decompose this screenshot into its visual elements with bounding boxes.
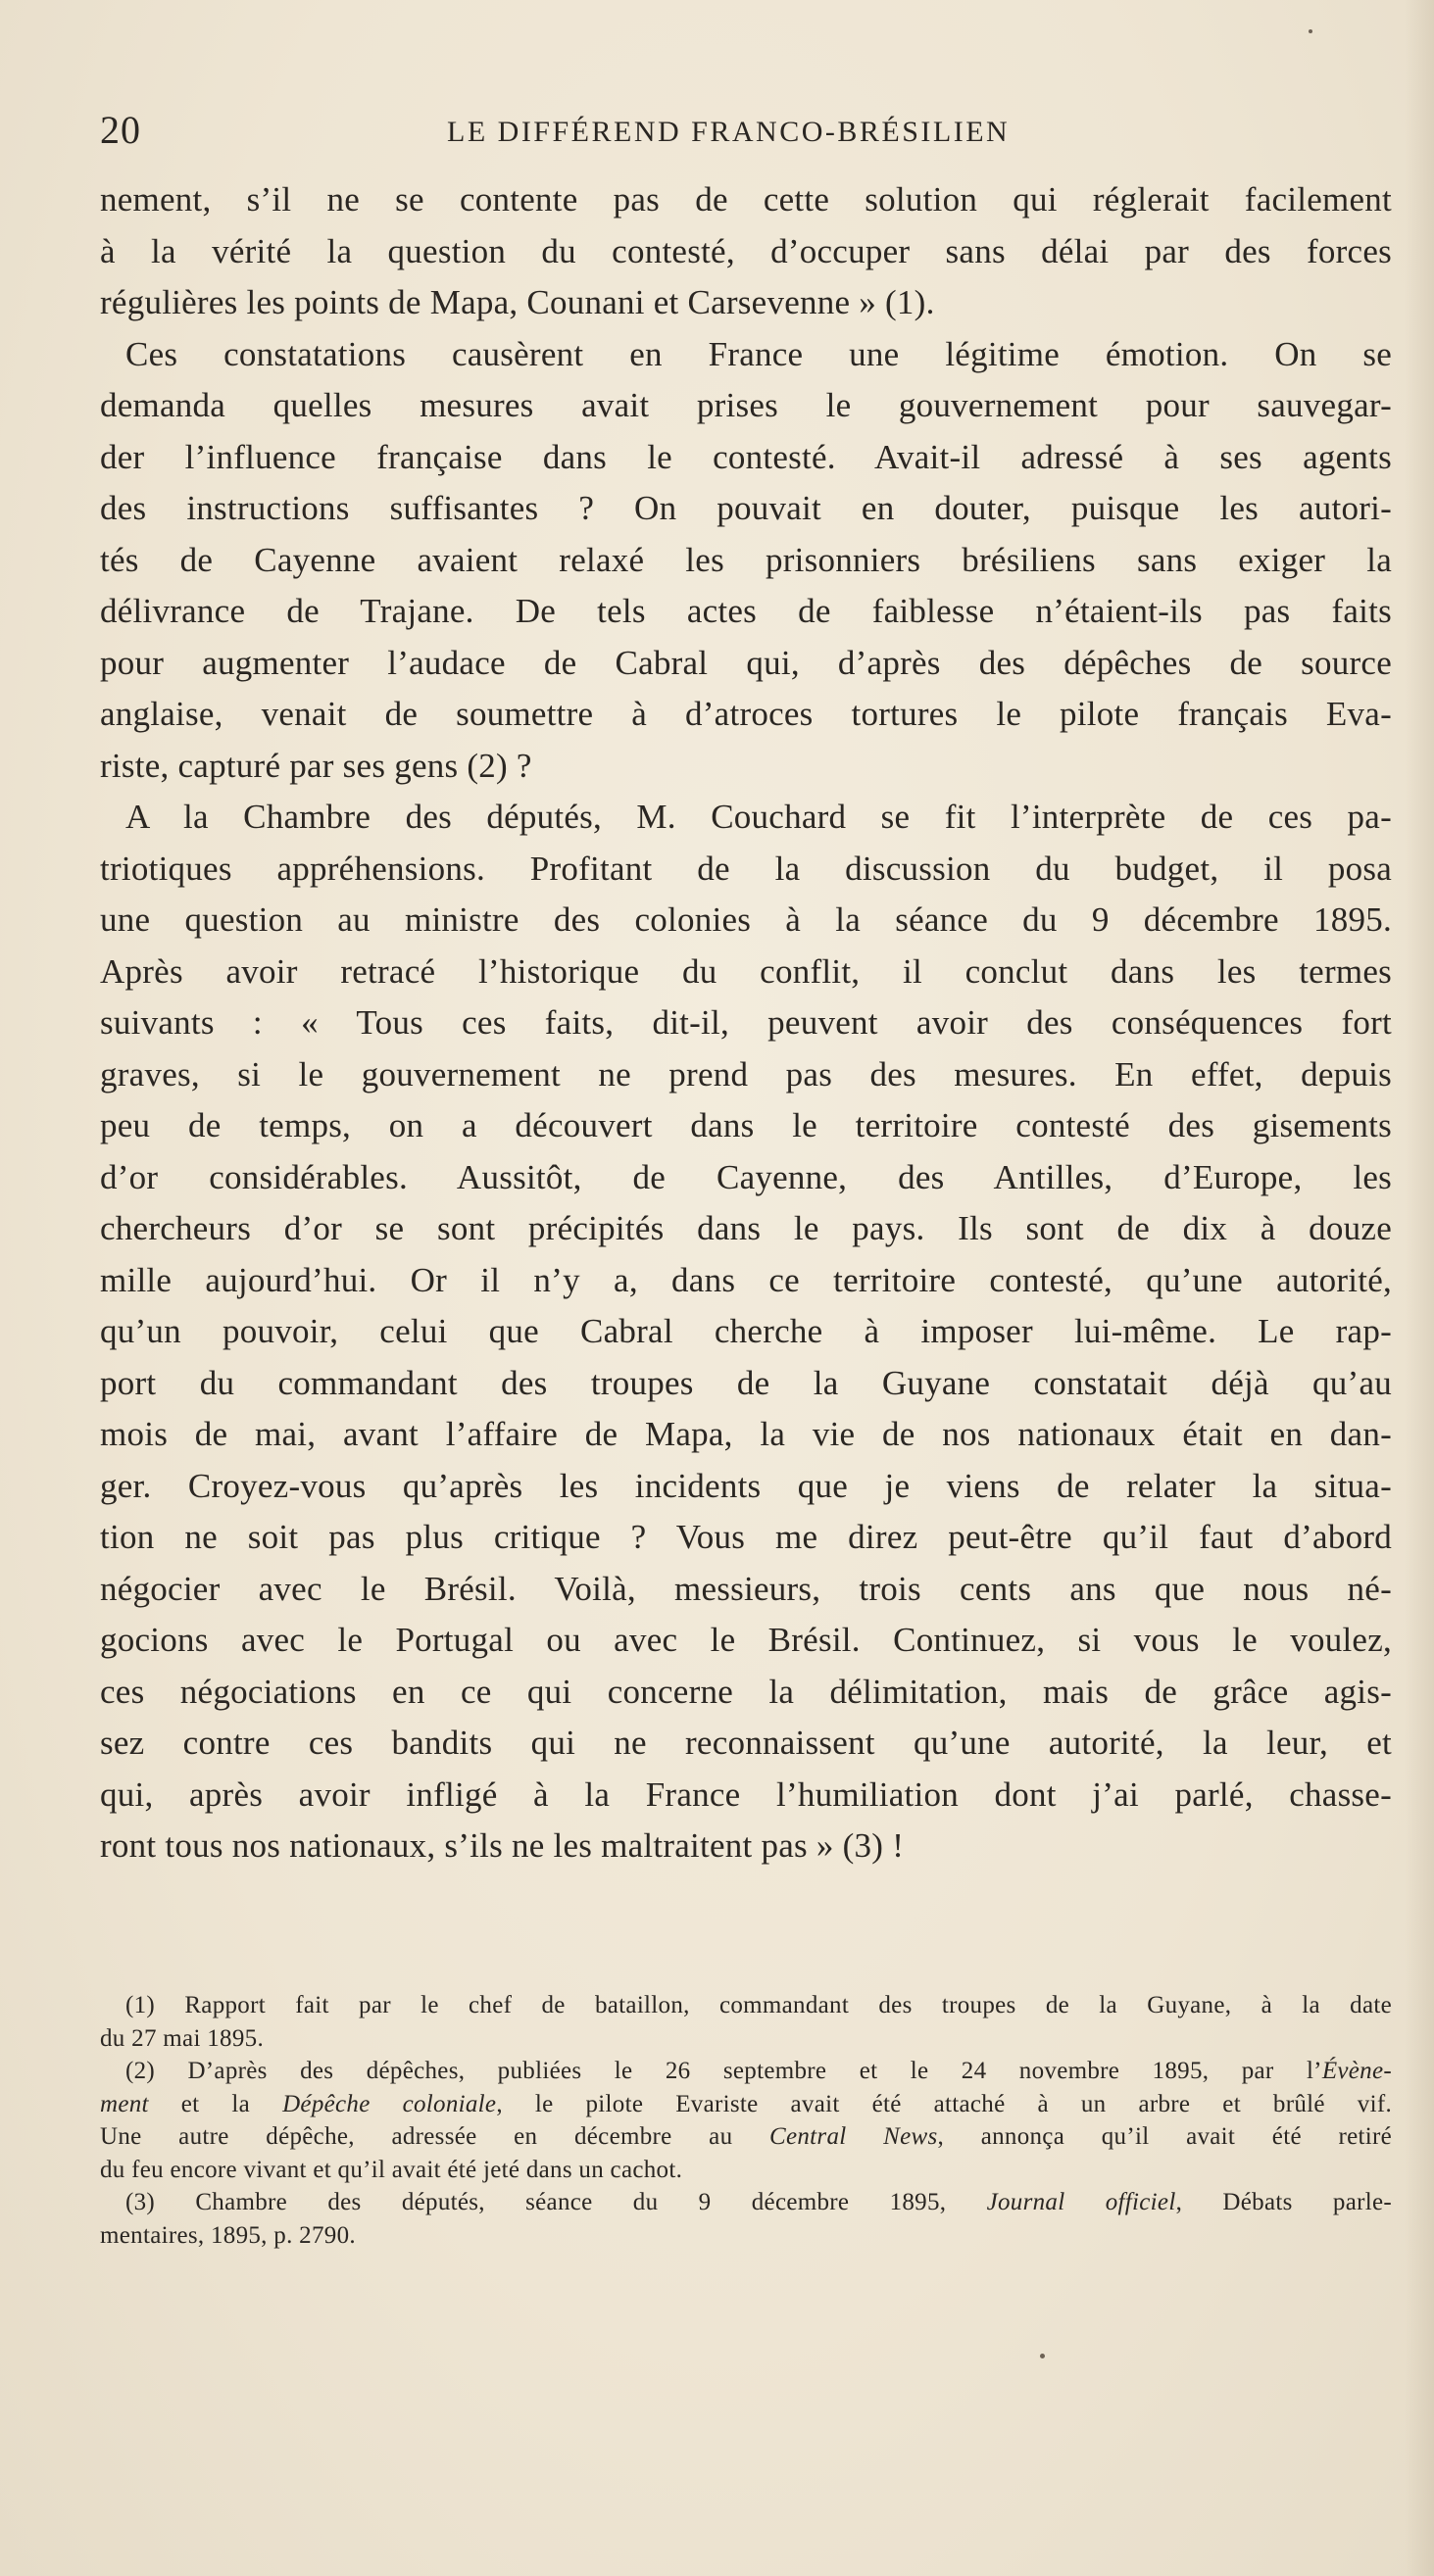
text-line: tés de Cayenne avaient relaxé les prisonniers brésiliens sans exiger la xyxy=(100,540,1392,579)
text-line: ces négociations en ce qui concerne la délimitation, mais de grâce agis- xyxy=(100,1672,1392,1711)
text-line: tion ne soit pas plus critique ? Vous me direz peut-être qu’il faut d’abord xyxy=(100,1518,1392,1556)
footnote-2-line xyxy=(100,2120,1392,2154)
text-line: suivants : « Tous ces faits, dit-il, peuvent avoir des conséquences fort xyxy=(100,1003,1392,1042)
text-line: graves, si le gouvernement ne prend pas des mesures. En effet, depuis xyxy=(100,1054,1392,1094)
text-line: demanda quelles mesures avait prises le gouvernement pour sauvegar- xyxy=(100,386,1392,424)
footnote-2-text: et la xyxy=(148,2090,283,2117)
text-line: Après avoir retracé l’historique du conflit, il conclut dans les termes xyxy=(100,951,1392,991)
footnote-2-text: (2) D’après des dépêches, publiées le 26 septembre et le 24 novembre 1895, par l’ xyxy=(125,2058,1322,2084)
text-line: régulières les points de Mapa, Counani et Carsevenne » (1). xyxy=(100,283,935,321)
text-line: à la vérité la question du contesté, d’occuper sans délai par des forces xyxy=(100,231,1392,270)
footnote-2-italic: Dépêche coloniale xyxy=(282,2090,497,2117)
text-line: qu’un pouvoir, celui que Cabral cherche à imposer lui-même. Le rap- xyxy=(100,1312,1392,1350)
footnote-2-text: , annonça qu’il avait été retiré xyxy=(937,2123,1393,2150)
text-line: anglaise, venait de soumettre à d’atroces tortures le pilote français Eva- xyxy=(100,695,1392,733)
footnote-1-line xyxy=(100,1989,1392,2022)
text-line: riste, capturé par ses gens (2) ? xyxy=(100,746,532,785)
text-line: délivrance de Trajane. De tels actes de faiblesse n’étaient-ils pas faits xyxy=(100,592,1392,630)
text-line: d’or considérables. Aussitôt, de Cayenne, des Antilles, d’Europe, les xyxy=(100,1157,1392,1196)
text-line: une question au ministre des colonies à la séance du 9 décembre 1895. xyxy=(100,900,1392,939)
footnotes xyxy=(100,1989,1392,2252)
footnote-2-text: , le pilote Evariste avait été attaché à un arbre et brûlé vif. xyxy=(496,2090,1393,2117)
body-text xyxy=(100,174,1392,1872)
footnote-2-italic: Évène- xyxy=(1321,2058,1392,2084)
text-line: gocions avec le Portugal ou avec le Brésil. Continuez, si vous le voulez, xyxy=(100,1621,1392,1659)
ink-speck xyxy=(1309,29,1312,33)
footnote-3-line xyxy=(100,2186,1392,2219)
footnote-1-line: du 27 mai 1895. xyxy=(100,2024,264,2052)
text-line-paragraph-start xyxy=(100,329,1392,381)
text-line: peu de temps, on a découvert dans le territoire contesté des gisements xyxy=(100,1106,1392,1144)
text-line: qui, après avoir infligé à la France l’humiliation dont j’ai parlé, chasse- xyxy=(100,1774,1392,1814)
text-line: der l’influence française dans le contesté. Avait-il adressé à ses agents xyxy=(100,437,1392,476)
footnote-3-italic: Journal officiel xyxy=(986,2189,1176,2215)
text-line-paragraph-start xyxy=(100,792,1392,844)
footnote-2-line xyxy=(100,2088,1392,2121)
text-line: ger. Croyez-vous qu’après les incidents que je viens de relater la situa- xyxy=(100,1466,1392,1505)
text-line: mois de mai, avant l’affaire de Mapa, la vie de nos nationaux était en dan- xyxy=(100,1415,1392,1453)
text-line: sez contre ces bandits qui ne reconnaissent qu’une autorité, la leur, et xyxy=(100,1724,1392,1762)
footnote-3-text: (3) Chambre des députés, séance du 9 décembre 1895, xyxy=(125,2189,987,2215)
text-line-content: Ces constatations causèrent en France une légitime émotion. On se xyxy=(125,334,1392,373)
footnote-2-line xyxy=(100,2055,1392,2088)
footnote-2-italic: Central News xyxy=(769,2123,938,2150)
text-line: pour augmenter l’audace de Cabral qui, d’après des dépêches de source xyxy=(100,643,1392,682)
text-line: port du commandant des troupes de la Guyane constatait déjà qu’au xyxy=(100,1363,1392,1402)
footnote-2-italic: ment xyxy=(100,2090,149,2117)
footnote-2-text: Une autre dépêche, adressée en décembre au xyxy=(100,2123,770,2150)
footnote-3-text: , Débats parle- xyxy=(1175,2189,1392,2215)
text-line: triotiques appréhensions. Profitant de la discussion du budget, il posa xyxy=(100,849,1392,888)
text-line: ront tous nos nationaux, s’ils ne les maltraitent pas » (3) ! xyxy=(100,1826,905,1865)
text-line: mille aujourd’hui. Or il n’y a, dans ce territoire contesté, qu’une autorité, xyxy=(100,1260,1392,1299)
page-edge-shadow xyxy=(1405,0,1434,2576)
text-line: négocier avec le Brésil. Voilà, messieurs, trois cents ans que nous né- xyxy=(100,1569,1392,1608)
page-number: 20 xyxy=(100,108,141,152)
footnote-2-line: du feu encore vivant et qu’il avait été jeté dans un cachot. xyxy=(100,2156,683,2183)
text-line-content: A la Chambre des députés, M. Couchard se fit l’interprète de ces pa- xyxy=(125,798,1392,836)
text-line: chercheurs d’or se sont précipités dans le pays. Ils sont de dix à douze xyxy=(100,1209,1392,1247)
footnote-3-line: mentaires, 1895, p. 2790. xyxy=(100,2221,356,2249)
text-line: nement, s’il ne se contente pas de cette solution qui réglerait facilement xyxy=(100,180,1392,219)
ink-speck xyxy=(1040,2354,1045,2358)
text-line: des instructions suffisantes ? On pouvait en douter, puisque les autori- xyxy=(100,489,1392,527)
page-header xyxy=(100,106,1392,155)
footnote-1-text: (1) Rapport fait par le chef de bataillon, commandant des troupes de la Guyane, à la date xyxy=(125,1992,1392,2018)
running-head: LE DIFFÉREND FRANCO-BRÉSILIEN xyxy=(447,116,1011,148)
